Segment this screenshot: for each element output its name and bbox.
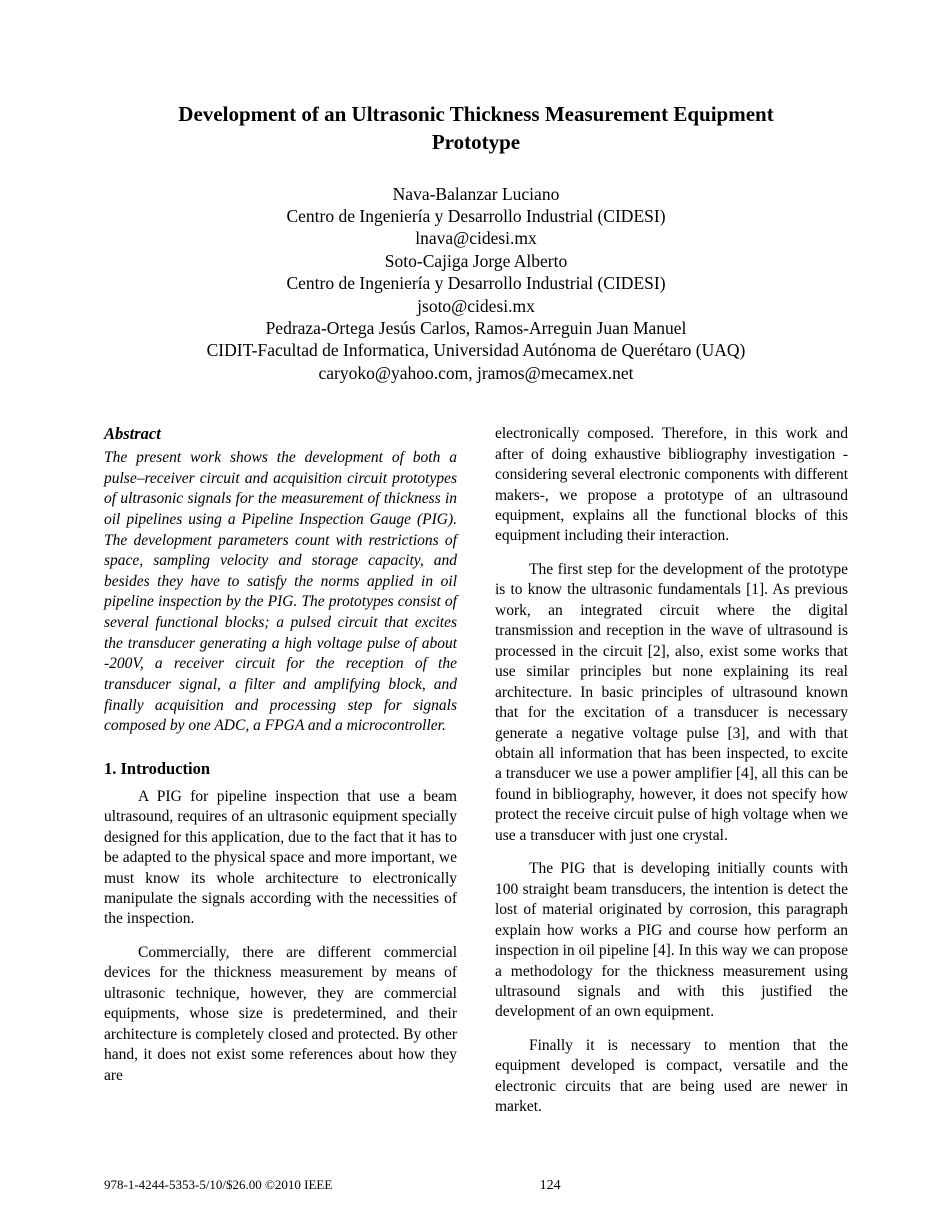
left-column — [104, 424, 457, 1131]
abstract-text: The present work shows the development of both a pulse–receiver circuit and acquisition circuit prototypes of ultrasonic signals for the measurement of thickness in oil pipelines using a Pipeline Inspection Gauge (PIG). The development parameters count with restrictions of space, sampling velocity and storage capacity, and besides they have to satisfy the norms applied in oil pipeline inspection by the PIG. The prototypes consist of several functional blocks; a pulsed circuit that excites the transducer generating a high voltage pulse of about -200V, a receiver circuit for the reception of the transducer signal, a filter and amplifying block, and finally acquisition and processing step for signals composed by one ADC, a FPGA and a microcontroller. — [104, 449, 457, 735]
email-line: caryoko@yahoo.com, jramos@mecamex.net — [318, 362, 634, 383]
email-line: lnava@cidesi.mx — [415, 228, 537, 249]
page-number: 124 — [539, 1178, 561, 1193]
copyright-notice: 978-1-4244-5353-5/10/$26.00 ©2010 IEEE — [104, 1177, 333, 1192]
two-column-body — [104, 424, 848, 1131]
introduction-heading: 1. Introduction — [104, 758, 211, 778]
email-line: jsoto@cidesi.mx — [417, 295, 535, 316]
author-line: Pedraza-Ortega Jesús Carlos, Ramos-Arreguin Juan Manuel — [265, 318, 687, 339]
page-title: Development of an Ultrasonic Thickness Measurement Equipment Prototype — [178, 102, 774, 155]
paper-content — [104, 100, 848, 1131]
paragraph: Commercially, there are different commercial devices for the thickness measurement by means of ultrasonic technique, however, they are commercial equipments, whose size is predetermined, and their architecture is completely closed and protected. By other hand, it does not exist some references about how they are — [104, 943, 457, 1084]
paragraph: The first step for the development of the prototype is to know the ultrasonic fundamentals [1]. As previous work, an integrated circuit where the digital transmission and reception in the wave of ultrasound is processed in the circuit [2], also, exist some works that use similar principles but none explaining its real architecture. In basic principles of ultrasound known that for the excitation of a transducer is necessary generate a negative voltage pulse [3], and with that obtain all information that has been inspected, to excite a transducer we use a power amplifier [4], all this can be found in bibliography, however, it does not specify how protect the receive circuit pulse of high voltage when we use a transducer with just one crystal. — [495, 560, 848, 844]
paragraph: electronically composed. Therefore, in this work and after of doing exhaustive bibliography investigation -considering several electronic components with different makers-, we propose a prototype of an ultrasound equipment, explains all the functional blocks of this equipment including their interaction. — [495, 425, 848, 545]
paragraph: Finally it is necessary to mention that the equipment developed is compact, versatile and the electronic circuits that are being used are newer in market. — [495, 1036, 848, 1116]
affiliation-line: CIDIT-Facultad de Informatica, Universidad Autónoma de Querétaro (UAQ) — [206, 340, 746, 361]
affiliation-line: Centro de Ingeniería y Desarrollo Industrial (CIDESI) — [286, 206, 666, 227]
author-line: Nava-Balanzar Luciano — [392, 183, 560, 204]
page-footer — [104, 1177, 848, 1194]
abstract-heading: Abstract — [104, 424, 161, 444]
paragraph: A PIG for pipeline inspection that use a beam ultrasound, requires of an ultrasonic equipment specially designed for this application, due to the fact that it has to be adapted to the physical space and more important, we must know its whole architecture to electronically manipulate the signals according with the necessities of the inspection. — [104, 787, 457, 928]
paragraph: The PIG that is developing initially counts with 100 straight beam transducers, the intention is detect the lost of material originated by corrosion, this paragraph explain how works a PIG and course how perform an inspection in oil pipeline [4]. In this way we can propose a methodology for the thickness measurement using ultrasound signals and with this justified the development of an own equipment. — [495, 860, 848, 1021]
authors-block — [104, 183, 848, 385]
affiliation-line: Centro de Ingeniería y Desarrollo Industrial (CIDESI) — [286, 273, 666, 294]
author-line: Soto-Cajiga Jorge Alberto — [384, 250, 568, 271]
right-column — [495, 424, 848, 1131]
